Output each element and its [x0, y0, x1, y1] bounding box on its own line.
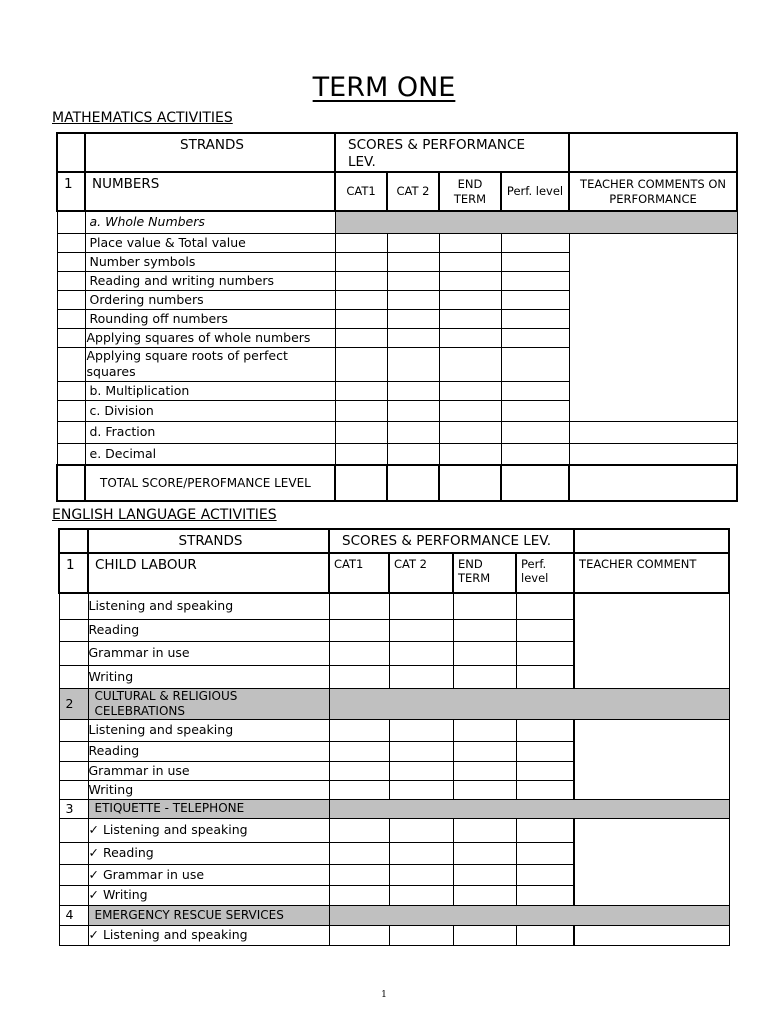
row-label: ✓ Reading	[88, 842, 329, 864]
row-label: Grammar in use	[88, 761, 329, 780]
page-number: 1	[381, 990, 387, 1000]
english-strands-header: STRANDS	[88, 529, 329, 553]
gray-band	[329, 905, 729, 925]
math-header-blank-right	[569, 133, 737, 172]
row-label: ✓ Grammar in use	[88, 864, 329, 885]
english-strand-number: 1	[59, 553, 88, 593]
strand-name: EMERGENCY RESCUE SERVICES	[88, 905, 329, 925]
english-comment-cell	[574, 593, 729, 688]
english-cat2-header: CAT 2	[389, 553, 453, 593]
row-label: Reading	[88, 741, 329, 761]
row-label: Writing	[88, 665, 329, 688]
strand-header-row	[59, 688, 729, 719]
math-section-title: MATHEMATICS ACTIVITIES	[52, 110, 233, 126]
math-strands-header: STRANDS	[85, 133, 335, 172]
math-total-row	[57, 465, 737, 501]
english-section-title: ENGLISH LANGUAGE ACTIVITIES	[52, 507, 277, 523]
row-label: Writing	[88, 780, 329, 799]
table-row	[59, 593, 729, 619]
math-subheading: a. Whole Numbers	[85, 211, 335, 233]
table-row	[57, 233, 737, 252]
math-table	[56, 132, 738, 502]
math-scores-header: SCORES & PERFORMANCE LEV.	[335, 133, 569, 172]
row-label: Listening and speaking	[88, 593, 329, 619]
strand-header-row	[59, 799, 729, 818]
math-comment-cell	[569, 233, 737, 421]
table-row	[59, 925, 729, 945]
row-label: Grammar in use	[88, 641, 329, 665]
strand-number: 3	[59, 799, 88, 818]
row-label: Listening and speaking	[88, 719, 329, 741]
english-cat1-header: CAT1	[329, 553, 389, 593]
english-comment-cell	[574, 818, 729, 905]
table-row	[59, 719, 729, 741]
row-label: Ordering numbers	[85, 290, 335, 309]
math-strand-number: 1	[57, 172, 85, 211]
table-row	[57, 443, 737, 465]
math-cat1-header: CAT1	[335, 172, 387, 211]
row-label: Rounding off numbers	[85, 309, 335, 328]
math-total-label: TOTAL SCORE/PEROFMANCE LEVEL	[85, 465, 335, 501]
row-label: c. Division	[85, 400, 335, 421]
strand-number: 4	[59, 905, 88, 925]
row-label: ✓ Listening and speaking	[88, 818, 329, 842]
math-perf-level-header: Perf. level	[501, 172, 569, 211]
page-title: TERM ONE	[312, 72, 456, 103]
row-label: Place value & Total value	[85, 233, 335, 252]
english-comment-cell	[574, 925, 729, 945]
english-teacher-comment-header: TEACHER COMMENT	[574, 553, 729, 593]
row-label: e. Decimal	[85, 443, 335, 465]
math-end-term-header: END TERM	[439, 172, 501, 211]
table-row	[57, 421, 737, 443]
math-cat2-header: CAT 2	[387, 172, 439, 211]
strand-number: 2	[59, 688, 88, 719]
strand-header-row	[59, 905, 729, 925]
strand-name: ETIQUETTE - TELEPHONE	[88, 799, 329, 818]
english-table	[58, 528, 730, 946]
gray-band	[329, 688, 729, 719]
row-label: Reading and writing numbers	[85, 271, 335, 290]
row-label: b. Multiplication	[85, 381, 335, 400]
math-header-blank	[57, 133, 85, 172]
english-perf-level-header: Perf. level	[516, 553, 574, 593]
english-scores-header: SCORES & PERFORMANCE LEV.	[329, 529, 574, 553]
english-end-term-header: END TERM	[453, 553, 516, 593]
row-label: Applying square roots of perfect squares	[85, 347, 335, 381]
math-strand-name: NUMBERS	[85, 172, 335, 211]
table-row	[59, 818, 729, 842]
gray-band	[335, 211, 737, 233]
math-teacher-comments-header: TEACHER COMMENTS ON PERFORMANCE	[569, 172, 737, 211]
english-strand-name: CHILD LABOUR	[88, 553, 329, 593]
english-comment-cell	[574, 719, 729, 799]
row-label: ✓ Writing	[88, 885, 329, 905]
row-label: Applying squares of whole numbers	[85, 328, 335, 347]
row-label: Number symbols	[85, 252, 335, 271]
strand-name: CULTURAL & RELIGIOUS CELEBRATIONS	[88, 688, 329, 719]
row-label: Reading	[88, 619, 329, 641]
row-label: d. Fraction	[85, 421, 335, 443]
row-label: ✓ Listening and speaking	[88, 925, 329, 945]
gray-band	[329, 799, 729, 818]
